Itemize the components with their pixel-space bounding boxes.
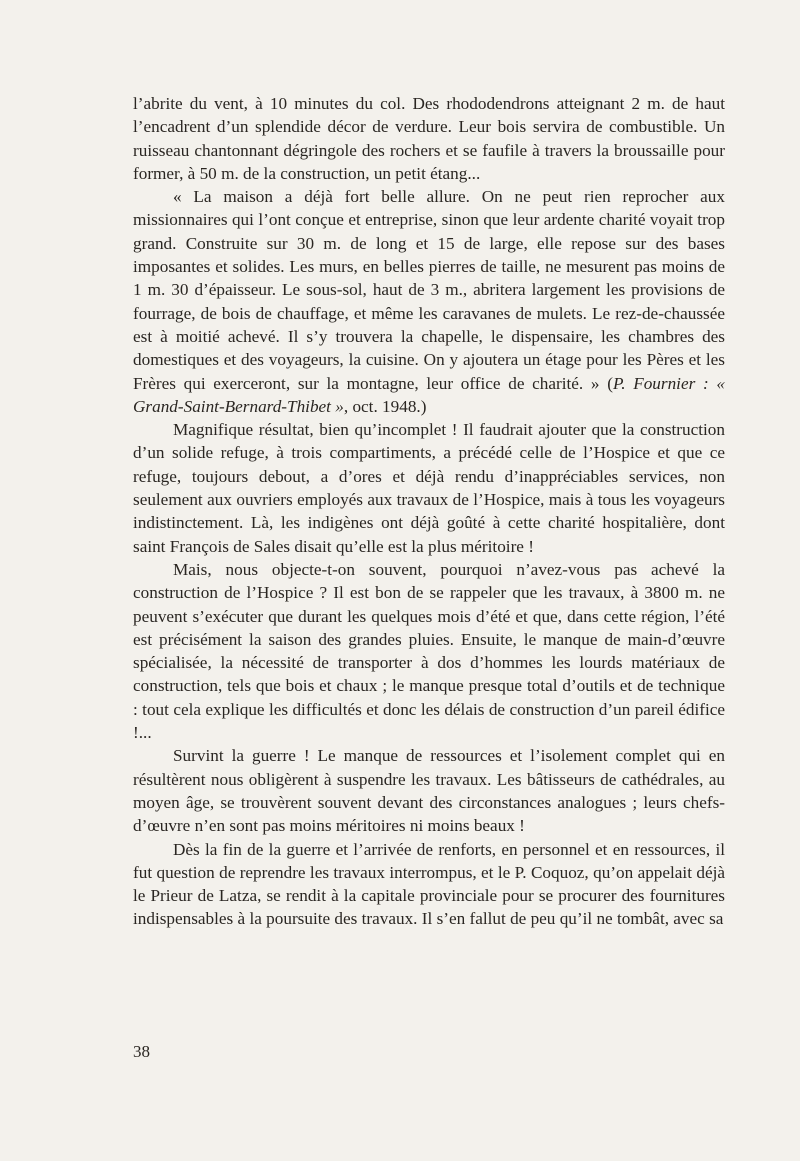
- page-number: 38: [133, 1042, 150, 1061]
- paragraph-1: [133, 92, 725, 185]
- paragraph-5-text: Survint la guerre ! Le manque de ressources et l’isolement complet qui en résultèrent nous obligèrent à suspendre les travaux. Les bâtisseurs de cathédrales, au moyen âge, se trouvèrent souvent devant des circonstances analogues ; leurs chefs-d’œuvre n’en sont pas moins méritoires ni moins beaux !: [133, 746, 725, 836]
- paragraph-4-text: Mais, nous objecte-t-on souvent, pourquoi n’avez-vous pas achevé la construction de l’Hospice ? Il est bon de se rappeler que les travaux, à 3800 m. ne peuvent s’exécuter que durant les quelques mois d’été et que, dans cette région, l’été est précisément la saison des grandes pluies. Ensuite, le manque de main-d’œuvre spécialisée, la nécessité de transporter à dos d’hommes les lourds matériaux de construction, tels que bois et chaux ; le manque presque total d’outils et de technique : tout cela explique les difficultés et donc les délais de construction d’un pareil édifice !...: [133, 559, 725, 743]
- paragraph-4: [133, 558, 725, 744]
- paragraph-5: [133, 744, 725, 837]
- paragraph-2-tail: , oct. 1948.): [343, 396, 427, 416]
- paragraph-2: [133, 185, 725, 418]
- paragraph-6-text: Dès la fin de la guerre et l’arrivée de renforts, en personnel et en ressources, il fut question de reprendre les travaux interrompus, et le P. Coquoz, qu’on appelait déjà le Prieur de Latza, se rendit à la capitale provinciale pour se procurer des fournitures indispensables à la poursuite des travaux. Il s’en fallut de peu qu’il ne tombât, avec sa: [133, 839, 725, 929]
- paragraph-2-citation: P. Fournier : « Grand-Saint-Bernard-Thibet »: [133, 373, 725, 416]
- paragraph-3-text: Magnifique résultat, bien qu’incomplet ! Il faudrait ajouter que la construction d’un solide refuge, à trois compartiments, a précédé celle de l’Hospice et que ce refuge, toujours debout, a d’ores et déjà rendu d’inappréciables services, non seulement aux ouvriers employés aux travaux de l’Hospice, mais à tous les voyageurs indistinctement. Là, les indigènes ont déjà goûté à cette charité hospitalière, dont saint François de Sales disait qu’elle est la plus méritoire !: [133, 420, 725, 556]
- paragraph-3: [133, 418, 725, 558]
- paragraph-6: [133, 838, 725, 931]
- paragraph-1-text: l’abrite du vent, à 10 minutes du col. Des rhododendrons atteignant 2 m. de haut l’encadrent d’un splendide décor de verdure. Leur bois servira de combustible. Un ruisseau chantonnant dégringole des rochers et se faufile à travers la broussaille pour former, à 50 m. de la construction, un petit étang...: [133, 94, 725, 183]
- paragraph-2-text: « La maison a déjà fort belle allure. On ne peut rien reprocher aux missionnaires qui l’ont conçue et entreprise, sinon que leur ardente charité voyait trop grand. Construite sur 30 m. de long et 15 de large, elle repose sur des bases imposantes et solides. Les murs, en belles pierres de taille, ne mesurent pas moins de 1 m. 30 d’épaisseur. Le sous-sol, haut de 3 m., abritera largement les provisions de fourrage, de bois de chauffage, et même les caravanes de mulets. Le rez-de-chaussée est à moitié achevé. Il s’y trouvera la chapelle, le dispensaire, les chambres des domestiques et des voyageurs, la cuisine. On y ajoutera un étage pour les Pères et les Frères qui exerceront, sur la montagne, leur office de charité. » (: [133, 187, 725, 393]
- body-text: [133, 92, 725, 931]
